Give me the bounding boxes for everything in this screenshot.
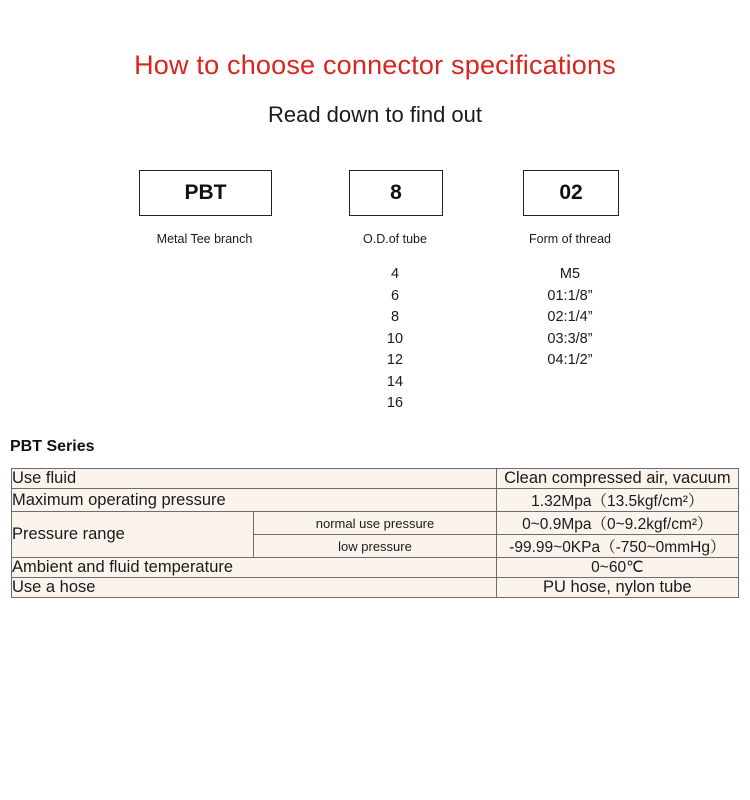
row-value-low-pressure: -99.99~0KPa（-750~0mmHg） <box>496 535 738 558</box>
list-item: 16 <box>386 395 404 411</box>
list-item: 01:1/8” <box>547 287 593 304</box>
row-value-temperature: 0~60℃ <box>496 558 738 578</box>
code-box-tube-od: 8 <box>349 170 443 216</box>
table-row <box>12 578 739 598</box>
list-item: 12 <box>386 352 404 368</box>
list-item: 4 <box>390 266 400 282</box>
option-lists <box>0 264 750 424</box>
page-title: How to choose connector specifications <box>134 50 616 80</box>
row-value-use-hose: PU hose, nylon tube <box>496 578 738 598</box>
list-item: 04:1/2” <box>547 352 593 368</box>
caption-series: Metal Tee branch <box>156 232 253 246</box>
row-sublabel-normal-use-pressure: normal use pressure <box>254 512 496 535</box>
table-row <box>12 558 739 578</box>
caption-thread: Form of thread <box>529 232 611 246</box>
code-captions-row <box>0 232 750 252</box>
row-label-use-hose: Use a hose <box>12 578 497 598</box>
table-row <box>12 469 739 489</box>
option-list-tube-od <box>349 264 441 415</box>
specification-table <box>11 468 739 598</box>
row-value-max-pressure: 1.32Mpa（13.5kgf/cm²） <box>496 489 738 512</box>
list-item: 6 <box>390 287 400 304</box>
row-value-normal-use-pressure: 0~0.9Mpa（0~9.2kgf/cm²） <box>496 512 738 535</box>
row-sublabel-low-pressure: low pressure <box>254 535 496 558</box>
table-row <box>12 512 739 535</box>
list-item: 03:3/8” <box>547 330 593 347</box>
caption-tube-od: O.D.of tube <box>363 232 427 246</box>
page-subtitle: Read down to find out <box>267 102 483 127</box>
row-label-pressure-range: Pressure range <box>12 512 254 558</box>
row-label-max-pressure: Maximum operating pressure <box>12 489 497 512</box>
code-box-series: PBT <box>139 170 272 216</box>
code-boxes-row <box>0 170 750 218</box>
list-item: 14 <box>386 373 404 390</box>
series-heading: PBT Series <box>10 438 95 455</box>
code-box-thread: 02 <box>523 170 619 216</box>
list-item: M5 <box>559 266 581 282</box>
option-list-thread <box>511 264 629 372</box>
list-item: 10 <box>386 330 404 347</box>
list-item: 02:1/4” <box>547 309 593 325</box>
spec-sheet-page <box>0 50 750 800</box>
list-item: 8 <box>390 309 400 325</box>
row-label-use-fluid: Use fluid <box>12 469 497 489</box>
row-value-use-fluid: Clean compressed air, vacuum <box>496 469 738 489</box>
row-label-temperature: Ambient and fluid temperature <box>12 558 497 578</box>
table-row <box>12 489 739 512</box>
